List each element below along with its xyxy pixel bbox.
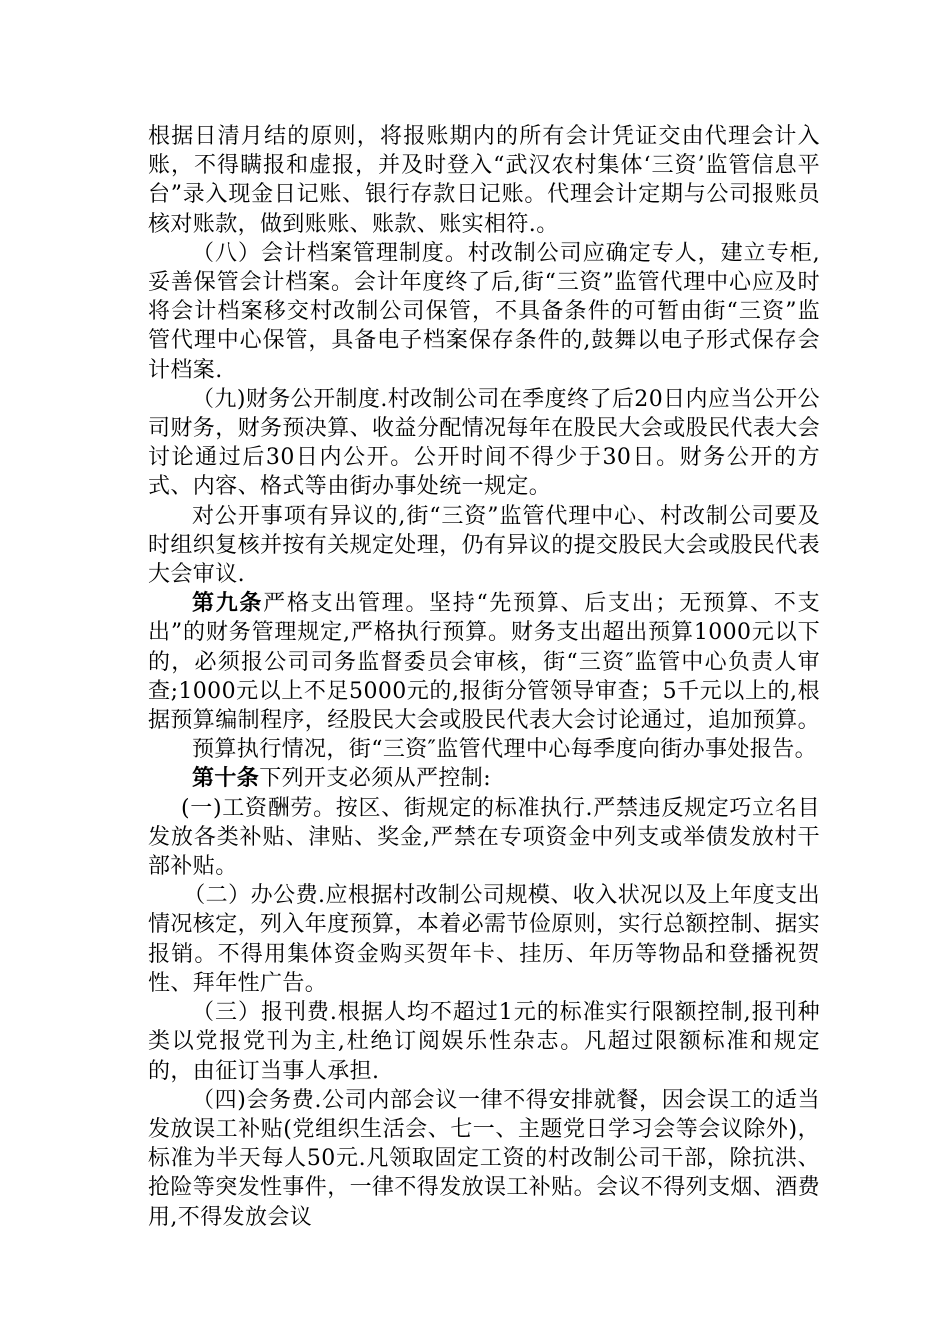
article-10-label: 第十条 bbox=[192, 765, 260, 792]
article-9-text: 严格支出管理。坚持“先预算、后支出；无预算、不支出”的财务管理规定,严格执行预算。财务支出超出预算1000元以下的，必须报公司司务监督委员会审核，街“三资″监管中心负责人审查;1000元以上不足5000元的,报街分管领导审查；5千元以上的,根据预算编制程序，经股民大会或股民代表大会讨论通过，追加预算。 bbox=[148, 591, 821, 734]
article-9-label: 第九条 bbox=[192, 590, 264, 617]
paragraph-wages: (一)工资酬劳。按区、街规定的标准执行.严禁违反规定巧立名目发放各类补贴、津贴、奖金,严禁在专项资金中列支或举债发放村干部补贴。 bbox=[148, 795, 820, 880]
article-10 bbox=[148, 764, 820, 793]
paragraph-newspaper-expense: （三）报刊费.根据人均不超过1元的标准实行限额控制,报刊种类以党报党刊为主,杜绝订阅娱乐性杂志。凡超过限额标准和规定的，由征订当事人承担. bbox=[148, 1000, 820, 1084]
paragraph-meeting-expense: （四)会务费.公司内部会议一律不得安排就餐，因会误工的适当发放误工补贴(党组织生活会、七一、主题党日学习会等会议除外)，标准为半天每人50元.凡领取固定工资的村改制公司干部，除抗洪、抢险等突发性事件，一律不得发放误工补贴。会议不得列支烟、酒费用,不得发放会议 bbox=[148, 1087, 821, 1230]
paragraph-archive-management: （八）会计档案管理制度。村改制公司应确定专人，建立专柜,妥善保管会计档案。会计年度终了后,街“三资”监管代理中心应及时将会计档案移交村改制公司保管，不具备条件的可暂由街“三资”监管代理中心保管，具备电子档案保存条件的,鼓舞以电子形式保存会计档案. bbox=[148, 240, 820, 383]
paragraph-accounting-entry: 根据日清月结的原则，将报账期内的所有会计凭证交由代理会计入账，不得瞒报和虚报，并及时登入“武汉农村集体‘三资’监管信息平台”录入现金日记账、银行存款日记账。代理会计定期与公司报账员核对账款，做到账账、账款、账实相符.。 bbox=[148, 124, 820, 237]
paragraph-budget-report: 预算执行情况，街“三资″监管代理中心每季度向街办事处报告。 bbox=[192, 737, 818, 763]
article-10-text: 下列开支必须从严控制: bbox=[259, 766, 492, 792]
paragraph-financial-disclosure: （九)财务公开制度.村改制公司在季度终了后20日内应当公开公司财务，财务预决算、收益分配情况每年在股民大会或股民代表大会讨论通过后30日内公开。公开时间不得少于30日。财务公开的方式、内容、格式等由街办事处统一规定。 bbox=[148, 386, 821, 500]
document-body bbox=[148, 122, 820, 1232]
paragraph-disclosure-objection: 对公开事项有异议的,街“三资”监管代理中心、村改制公司要及时组织复核并按有关规定处理，仍有异议的提交股民大会或股民代表大会审议. bbox=[148, 503, 821, 588]
paragraph-office-expense: （二）办公费.应根据村改制公司规模、收入状况以及上年度支出情况核定，列入年度预算，本着必需节俭原则，实行总额控制、据实报销。不得用集体资金购买贺年卡、挂历、年历等物品和登播祝贺性、拜年性广告。 bbox=[148, 883, 821, 996]
article-9 bbox=[148, 589, 820, 735]
